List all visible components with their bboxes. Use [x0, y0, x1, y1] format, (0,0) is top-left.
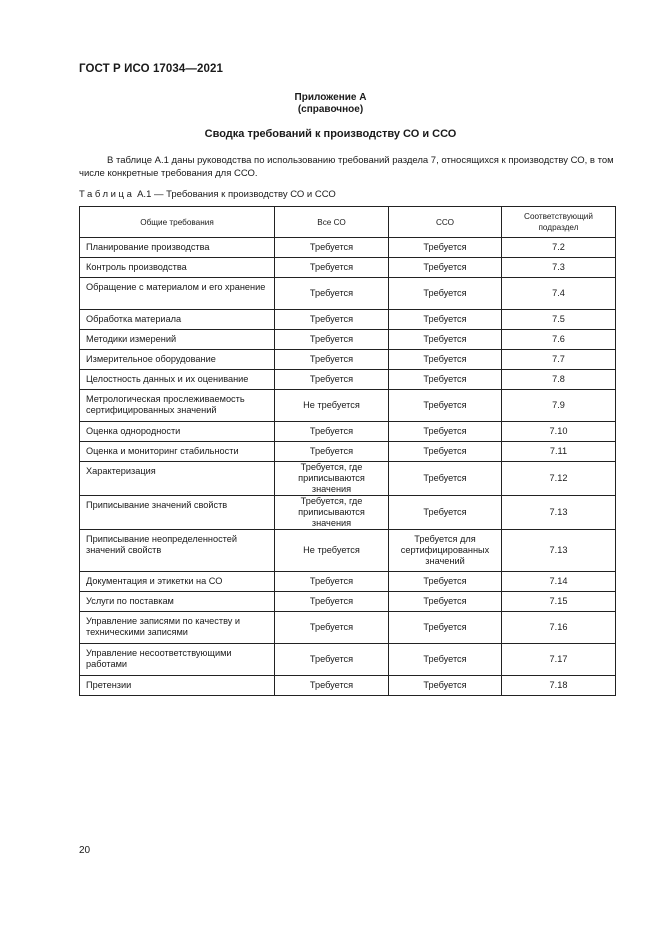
cell-all-rm: Требуется [275, 644, 389, 676]
cell-subclause: 7.6 [502, 330, 616, 350]
cell-requirement: Приписывание неопределенностей значений свойств [80, 530, 275, 572]
cell-crm: Требуется [389, 350, 502, 370]
cell-requirement: Характеризация [80, 462, 275, 496]
cell-requirement: Целостность данных и их оценивание [80, 370, 275, 390]
cell-requirement: Измерительное оборудование [80, 350, 275, 370]
cell-subclause: 7.13 [502, 496, 616, 530]
cell-all-rm: Требуется, где приписываются значения [275, 462, 389, 496]
cell-requirement: Претензии [80, 676, 275, 696]
cell-all-rm: Требуется [275, 572, 389, 592]
annex-title: Приложение А [294, 92, 367, 103]
cell-all-rm: Требуется [275, 676, 389, 696]
table-row [80, 612, 616, 644]
table-caption [79, 189, 336, 200]
cell-crm: Требуется [389, 644, 502, 676]
cell-requirement: Контроль производства [80, 258, 275, 278]
table-caption-prefix: Таблица [79, 189, 135, 200]
cell-subclause: 7.17 [502, 644, 616, 676]
cell-requirement: Документация и этикетки на СО [80, 572, 275, 592]
cell-requirement: Планирование производства [80, 238, 275, 258]
cell-subclause: 7.13 [502, 530, 616, 572]
cell-all-rm: Требуется [275, 238, 389, 258]
cell-crm: Требуется [389, 278, 502, 310]
cell-all-rm: Не требуется [275, 530, 389, 572]
standard-code: ГОСТ Р ИСО 17034—2021 [79, 63, 224, 75]
cell-all-rm: Требуется [275, 278, 389, 310]
cell-all-rm: Требуется [275, 422, 389, 442]
cell-crm: Требуется [389, 310, 502, 330]
table-row [80, 462, 616, 496]
column-header-all-rm: Все СО [275, 207, 389, 238]
cell-all-rm: Не требуется [275, 390, 389, 422]
table-row [80, 496, 616, 530]
cell-crm: Требуется [389, 572, 502, 592]
cell-subclause: 7.14 [502, 572, 616, 592]
cell-all-rm: Требуется, где приписываются значения [275, 496, 389, 530]
column-header-crm: ССО [389, 207, 502, 238]
cell-requirement: Оценка и мониторинг стабильности [80, 442, 275, 462]
cell-all-rm: Требуется [275, 310, 389, 330]
column-header-subclause: Соответствующий подраздел [502, 207, 616, 238]
cell-crm: Требуется для сертифицированных значений [389, 530, 502, 572]
intro-paragraph: В таблице А.1 даны руководства по использованию требований раздела 7, относящихся к производству СО, в том числе конкретные требования для ССО. [79, 155, 614, 179]
cell-crm: Требуется [389, 612, 502, 644]
cell-crm: Требуется [389, 676, 502, 696]
cell-subclause: 7.18 [502, 676, 616, 696]
cell-requirement: Методики измерений [80, 330, 275, 350]
table-row [80, 370, 616, 390]
cell-requirement: Оценка однородности [80, 422, 275, 442]
cell-all-rm: Требуется [275, 442, 389, 462]
cell-subclause: 7.2 [502, 238, 616, 258]
cell-requirement: Приписывание значений свойств [80, 496, 275, 530]
cell-all-rm: Требуется [275, 612, 389, 644]
cell-requirement: Управление записями по качеству и техническими записями [80, 612, 275, 644]
cell-subclause: 7.15 [502, 592, 616, 612]
cell-requirement: Обращение с материалом и его хранение [80, 278, 275, 310]
table-row [80, 278, 616, 310]
cell-all-rm: Требуется [275, 370, 389, 390]
page-number: 20 [79, 845, 91, 856]
table-row [80, 422, 616, 442]
cell-all-rm: Требуется [275, 258, 389, 278]
cell-requirement: Метрологическая прослеживаемость сертифицированных значений [80, 390, 275, 422]
table-row [80, 442, 616, 462]
cell-subclause: 7.9 [502, 390, 616, 422]
table-row [80, 350, 616, 370]
cell-requirement: Управление несоответствующими работами [80, 644, 275, 676]
table-caption-text: А.1 — Требования к производству СО и ССО [137, 189, 336, 200]
cell-subclause: 7.8 [502, 370, 616, 390]
cell-subclause: 7.11 [502, 442, 616, 462]
cell-crm: Требуется [389, 496, 502, 530]
requirements-table [79, 206, 616, 696]
cell-all-rm: Требуется [275, 592, 389, 612]
table-row [80, 330, 616, 350]
cell-crm: Требуется [389, 258, 502, 278]
cell-requirement: Обработка материала [80, 310, 275, 330]
annex-heading: Сводка требований к производству СО и ССО [204, 128, 457, 140]
cell-crm: Требуется [389, 592, 502, 612]
table-row [80, 592, 616, 612]
cell-subclause: 7.3 [502, 258, 616, 278]
cell-crm: Требуется [389, 238, 502, 258]
table-row [80, 258, 616, 278]
cell-crm: Требуется [389, 462, 502, 496]
cell-subclause: 7.10 [502, 422, 616, 442]
cell-all-rm: Требуется [275, 330, 389, 350]
cell-all-rm: Требуется [275, 350, 389, 370]
table-row [80, 390, 616, 422]
table-row [80, 572, 616, 592]
table-row [80, 238, 616, 258]
cell-crm: Требуется [389, 370, 502, 390]
cell-subclause: 7.16 [502, 612, 616, 644]
cell-requirement: Услуги по поставкам [80, 592, 275, 612]
cell-crm: Требуется [389, 442, 502, 462]
cell-subclause: 7.12 [502, 462, 616, 496]
table-row [80, 310, 616, 330]
annex-subtitle: (справочное) [297, 104, 364, 115]
cell-crm: Требуется [389, 390, 502, 422]
table-row [80, 530, 616, 572]
cell-crm: Требуется [389, 422, 502, 442]
table-row [80, 644, 616, 676]
cell-subclause: 7.4 [502, 278, 616, 310]
table-header-row [80, 207, 616, 238]
table-body [80, 238, 616, 696]
cell-crm: Требуется [389, 330, 502, 350]
cell-subclause: 7.7 [502, 350, 616, 370]
column-header-general: Общие требования [80, 207, 275, 238]
table-row [80, 676, 616, 696]
cell-subclause: 7.5 [502, 310, 616, 330]
